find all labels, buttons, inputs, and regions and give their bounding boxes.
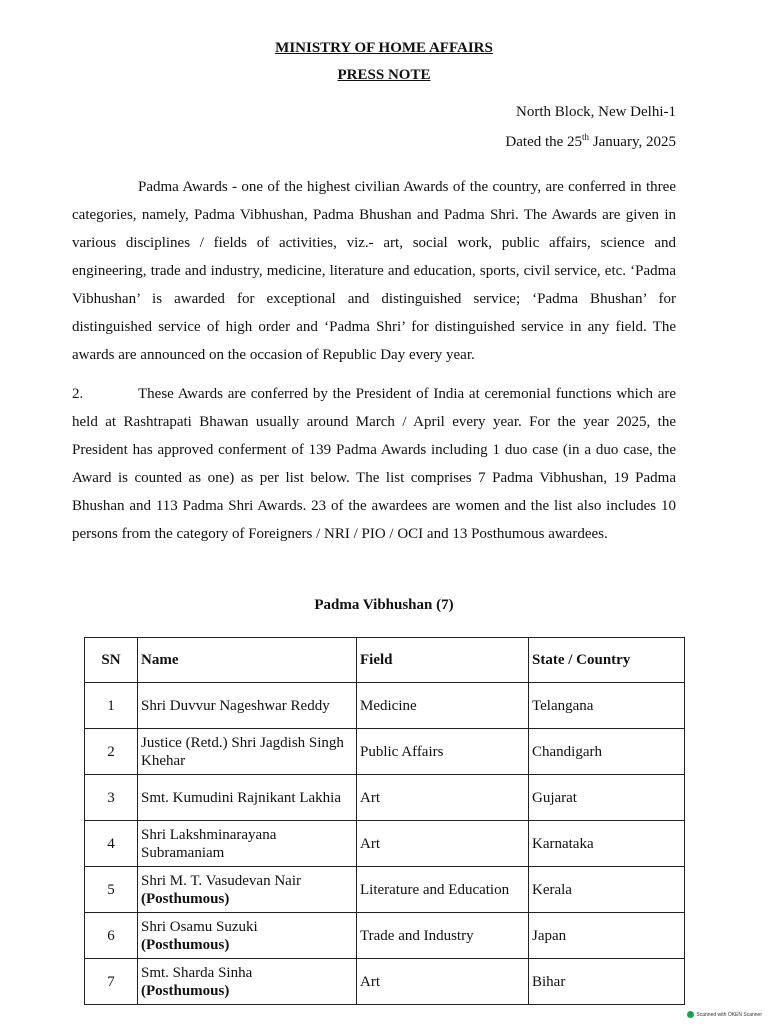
table-header-row [85, 638, 685, 683]
cell-sn: 6 [85, 913, 138, 959]
table-row [85, 775, 685, 821]
posthumous-label: (Posthumous) [141, 982, 230, 999]
cell-field: Medicine [357, 683, 529, 729]
header-field: Field [357, 638, 529, 683]
cell-name [138, 867, 357, 913]
cell-sn: 7 [85, 959, 138, 1005]
table-row [85, 959, 685, 1005]
scanner-watermark [687, 1011, 762, 1018]
table-row [85, 729, 685, 775]
table-row [85, 867, 685, 913]
paragraph-2 [72, 380, 676, 548]
awardee-name: Shri Osamu Suzuki [141, 918, 258, 935]
ministry-heading: MINISTRY OF HOME AFFAIRS [275, 40, 493, 56]
awardee-name: Justice (Retd.) Shri Jagdish Singh Khehar [141, 734, 344, 769]
scanner-logo-icon [687, 1011, 694, 1018]
cell-name [138, 729, 357, 775]
cell-sn: 5 [85, 867, 138, 913]
paragraph-2-text: These Awards are conferred by the President of India at ceremonial functions which are held at Rashtrapati Bhawan usually around March / April every year. For the year 2025, the President has approved conferment of 139 Padma Awards including 1 duo case (in a duo case, the Award is counted as one) as per list below. The list comprises 7 Padma Vibhushan, 19 Padma Bhushan and 113 Padma Shri Awards. 23 of the awardees are women and the list also includes 10 persons from the category of Foreigners / NRI / PIO / OCI and 13 Posthumous awardees. [72, 386, 676, 542]
address-line: North Block, New Delhi-1 [516, 104, 676, 120]
cell-sn: 3 [85, 775, 138, 821]
awardee-name: Shri Duvvur Nageshwar Reddy [141, 697, 330, 714]
cell-name [138, 775, 357, 821]
cell-state: Chandigarh [529, 729, 685, 775]
cell-name [138, 683, 357, 729]
header-name: Name [138, 638, 357, 683]
cell-sn: 4 [85, 821, 138, 867]
cell-field: Art [357, 821, 529, 867]
cell-field: Trade and Industry [357, 913, 529, 959]
press-note-title: PRESS NOTE [337, 67, 431, 83]
cell-name [138, 913, 357, 959]
cell-state: Gujarat [529, 775, 685, 821]
awardee-name: Shri Lakshminarayana Subramaniam [141, 826, 277, 861]
table-row [85, 913, 685, 959]
cell-field: Art [357, 959, 529, 1005]
cell-sn: 2 [85, 729, 138, 775]
awardee-name: Smt. Sharda Sinha [141, 964, 253, 981]
awardee-name: Shri M. T. Vasudevan Nair [141, 872, 301, 889]
cell-state: Japan [529, 913, 685, 959]
cell-state: Telangana [529, 683, 685, 729]
cell-name [138, 959, 357, 1005]
cell-state: Bihar [529, 959, 685, 1005]
date-line [505, 132, 676, 151]
cell-state: Karnataka [529, 821, 685, 867]
cell-field: Public Affairs [357, 729, 529, 775]
paragraph-2-number: 2. [72, 386, 84, 402]
cell-state: Kerala [529, 867, 685, 913]
cell-field: Literature and Education [357, 867, 529, 913]
posthumous-label: (Posthumous) [141, 890, 230, 907]
awards-table [84, 637, 685, 1005]
cell-sn: 1 [85, 683, 138, 729]
date-superscript: th [582, 132, 590, 142]
table-row [85, 821, 685, 867]
table-row [85, 683, 685, 729]
cell-name [138, 821, 357, 867]
header-state: State / Country [529, 638, 685, 683]
header-sn: SN [85, 638, 138, 683]
scanner-text: Scanned with OKEN Scanner [696, 1011, 762, 1018]
section-title: Padma Vibhushan (7) [314, 597, 454, 613]
date-prefix: Dated the 25 [505, 134, 583, 150]
date-suffix: January, 2025 [589, 134, 676, 150]
cell-field: Art [357, 775, 529, 821]
posthumous-label: (Posthumous) [141, 936, 230, 953]
paragraph-1: Padma Awards - one of the highest civilian Awards of the country, are conferred in three categories, namely, Padma Vibhushan, Padma Bhushan and Padma Shri. The Awards are given in various disciplines / fields of activities, viz.- art, social work, public affairs, science and engineering, trade and industry, medicine, literature and education, sports, civil service, etc. ‘Padma Vibhushan’ is awarded for exceptional and distinguished service; ‘Padma Bhushan’ for distinguished service of high order and ‘Padma Shri’ for distinguished service in any field. The awards are announced on the occasion of Republic Day every year. [72, 179, 676, 363]
awardee-name: Smt. Kumudini Rajnikant Lakhia [141, 789, 341, 806]
